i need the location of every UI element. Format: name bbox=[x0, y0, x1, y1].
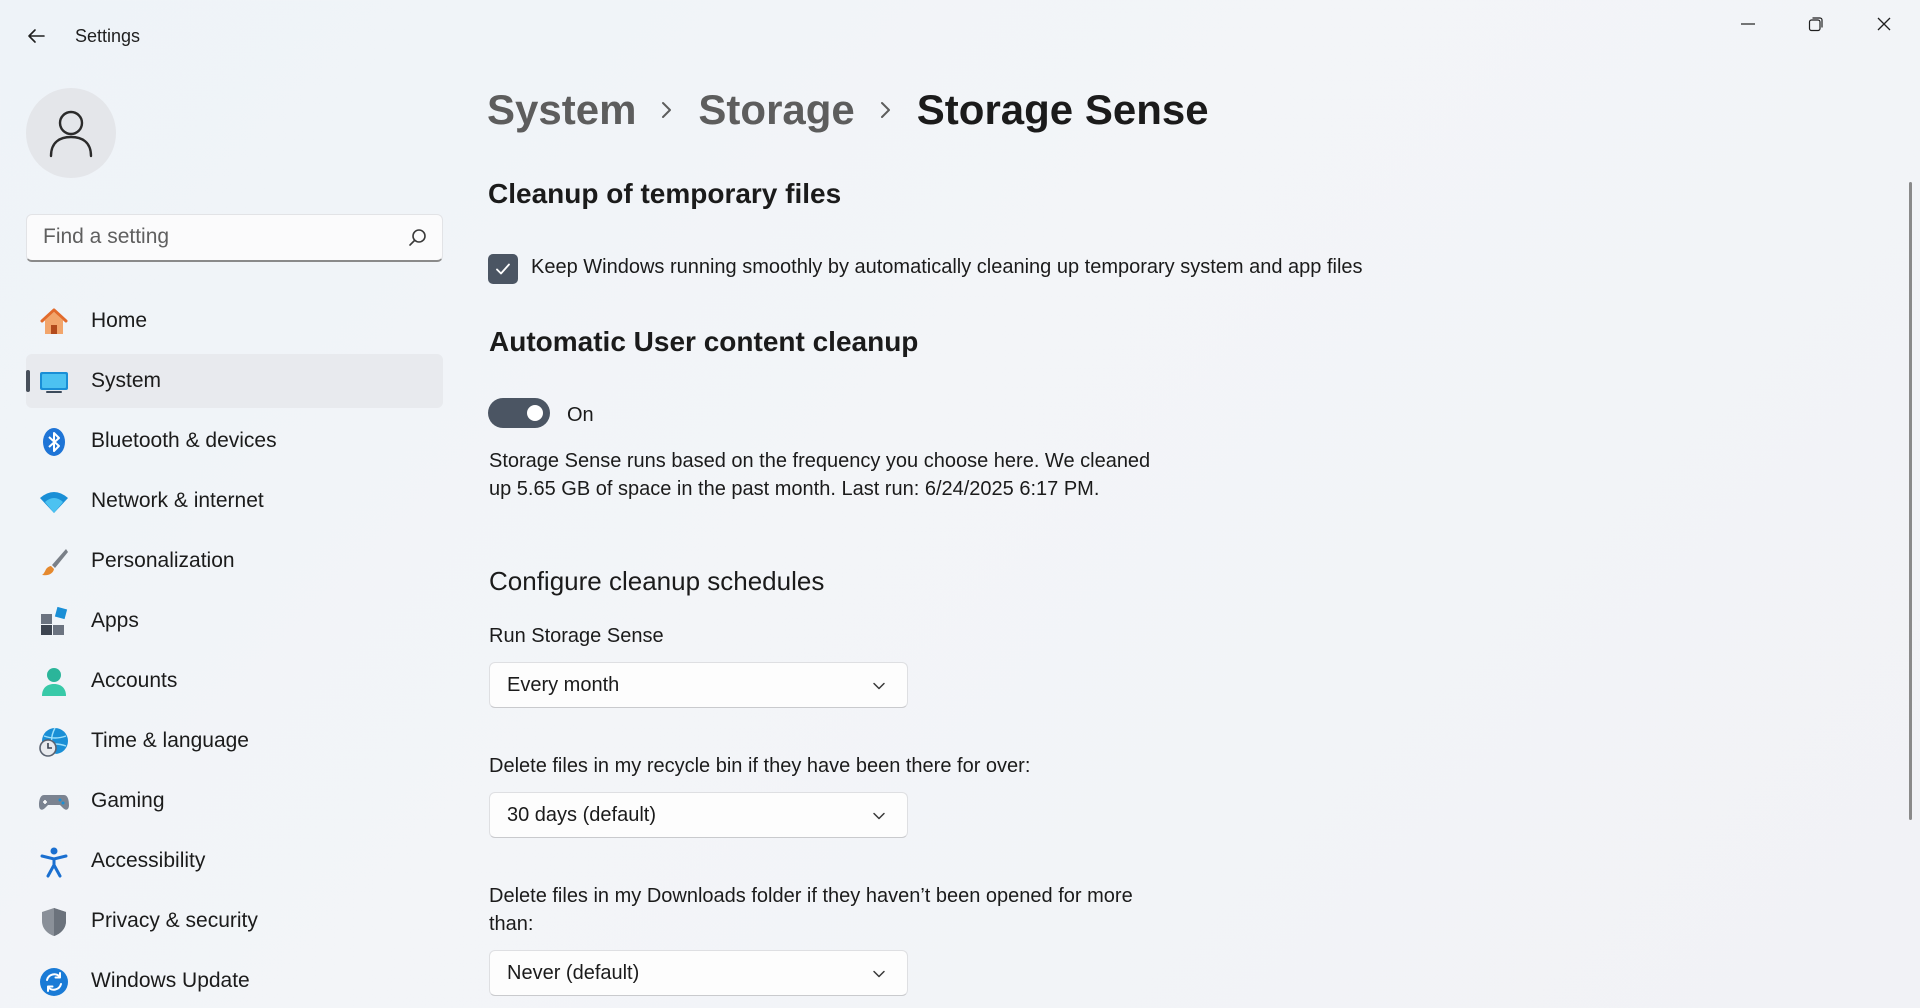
minimize-icon bbox=[1740, 16, 1756, 32]
sidebar-item-windows-update[interactable] bbox=[26, 954, 443, 1008]
sidebar-item-system[interactable] bbox=[26, 354, 443, 408]
sidebar-item-network[interactable] bbox=[26, 474, 443, 528]
sidebar-item-personalization[interactable] bbox=[26, 534, 443, 588]
title-bar bbox=[0, 0, 1920, 72]
system-monitor-icon bbox=[38, 366, 70, 398]
bluetooth-icon bbox=[38, 426, 70, 458]
sidebar-item-label: System bbox=[91, 369, 162, 392]
chevron-down-icon bbox=[871, 966, 887, 982]
configure-schedules-heading: Configure cleanup schedules bbox=[489, 566, 825, 596]
close-button[interactable] bbox=[1856, 8, 1912, 40]
sidebar-item-label: Network & internet bbox=[91, 489, 264, 512]
breadcrumb bbox=[487, 86, 1209, 134]
auto-cleanup-heading: Automatic User content cleanup bbox=[489, 326, 919, 357]
close-icon bbox=[1876, 16, 1892, 32]
sidebar-item-label: Accounts bbox=[91, 669, 178, 692]
update-icon bbox=[38, 966, 70, 998]
vertical-scrollbar[interactable] bbox=[1909, 182, 1912, 820]
chevron-down-icon bbox=[871, 808, 887, 824]
clock-globe-icon bbox=[38, 726, 70, 758]
breadcrumb-storage[interactable]: Storage bbox=[698, 86, 855, 133]
sidebar-item-label: Gaming bbox=[91, 789, 165, 812]
sidebar-item-gaming[interactable] bbox=[26, 774, 443, 828]
paintbrush-icon bbox=[38, 546, 70, 578]
chevron-right-icon bbox=[879, 100, 893, 120]
restore-button[interactable] bbox=[1788, 8, 1844, 40]
app-title: Settings bbox=[75, 26, 141, 46]
downloads-folder-dropdown[interactable] bbox=[489, 950, 908, 996]
shield-icon bbox=[38, 906, 70, 938]
dropdown-value: Every month bbox=[507, 674, 620, 696]
user-avatar[interactable] bbox=[26, 88, 116, 178]
sidebar-item-label: Personalization bbox=[91, 549, 235, 572]
sidebar-item-label: Bluetooth & devices bbox=[91, 429, 277, 452]
accessibility-icon bbox=[38, 846, 70, 878]
temp-files-checkbox[interactable] bbox=[488, 254, 518, 284]
dropdown-value: 30 days (default) bbox=[507, 804, 656, 826]
sidebar-item-label: Windows Update bbox=[91, 969, 250, 992]
sidebar-item-label: Apps bbox=[91, 609, 139, 632]
sidebar-item-accessibility[interactable] bbox=[26, 834, 443, 888]
sidebar-item-home[interactable] bbox=[26, 294, 443, 348]
sidebar-item-label: Home bbox=[91, 309, 148, 332]
recycle-bin-dropdown[interactable] bbox=[489, 792, 908, 838]
search-input[interactable] bbox=[27, 215, 397, 259]
sidebar-item-time-language[interactable] bbox=[26, 714, 443, 768]
temp-files-checkbox-label: Keep Windows running smoothly by automatically cleaning up temporary system and app files bbox=[531, 256, 1363, 278]
toggle-state-label: On bbox=[567, 404, 594, 426]
sidebar-item-label: Accessibility bbox=[91, 849, 206, 872]
minimize-button[interactable] bbox=[1720, 8, 1776, 40]
run-storage-sense-label: Run Storage Sense bbox=[489, 625, 664, 647]
sidebar-item-label: Time & language bbox=[91, 729, 249, 752]
search-box bbox=[26, 214, 443, 262]
run-storage-sense-dropdown[interactable] bbox=[489, 662, 908, 708]
apps-icon bbox=[38, 606, 70, 638]
back-button[interactable] bbox=[20, 20, 52, 52]
toggle-knob bbox=[527, 405, 543, 421]
sidebar-item-accounts[interactable] bbox=[26, 654, 443, 708]
auto-cleanup-toggle[interactable] bbox=[488, 398, 550, 428]
breadcrumb-system[interactable]: System bbox=[487, 86, 637, 133]
chevron-down-icon bbox=[871, 678, 887, 694]
checkmark-icon bbox=[494, 260, 512, 278]
restore-icon bbox=[1808, 16, 1824, 32]
sidebar-nav bbox=[26, 294, 443, 1008]
downloads-folder-label: Delete files in my Downloads folder if they haven’t been opened for more than: bbox=[489, 885, 1133, 935]
wifi-icon bbox=[38, 486, 70, 518]
home-icon bbox=[38, 306, 70, 338]
sidebar-item-apps[interactable] bbox=[26, 594, 443, 648]
gamepad-icon bbox=[38, 786, 70, 818]
dropdown-value: Never (default) bbox=[507, 962, 640, 984]
chevron-right-icon bbox=[660, 100, 674, 120]
temp-files-heading: Cleanup of temporary files bbox=[488, 178, 842, 209]
search-icon[interactable] bbox=[407, 227, 429, 249]
recycle-bin-label: Delete files in my recycle bin if they have been there for over: bbox=[489, 755, 1031, 777]
sidebar-item-bluetooth[interactable] bbox=[26, 414, 443, 468]
breadcrumb-current: Storage Sense bbox=[916, 86, 1209, 133]
person-icon bbox=[38, 666, 70, 698]
back-arrow-icon bbox=[26, 26, 46, 46]
sidebar-item-privacy[interactable] bbox=[26, 894, 443, 948]
person-outline-icon bbox=[48, 108, 94, 158]
auto-cleanup-description: Storage Sense runs based on the frequency you choose here. We cleaned up 5.65 GB of space in the past month. Last run: 6/24/2025 6:17 PM. bbox=[489, 450, 1151, 500]
sidebar-item-label: Privacy & security bbox=[91, 909, 258, 932]
